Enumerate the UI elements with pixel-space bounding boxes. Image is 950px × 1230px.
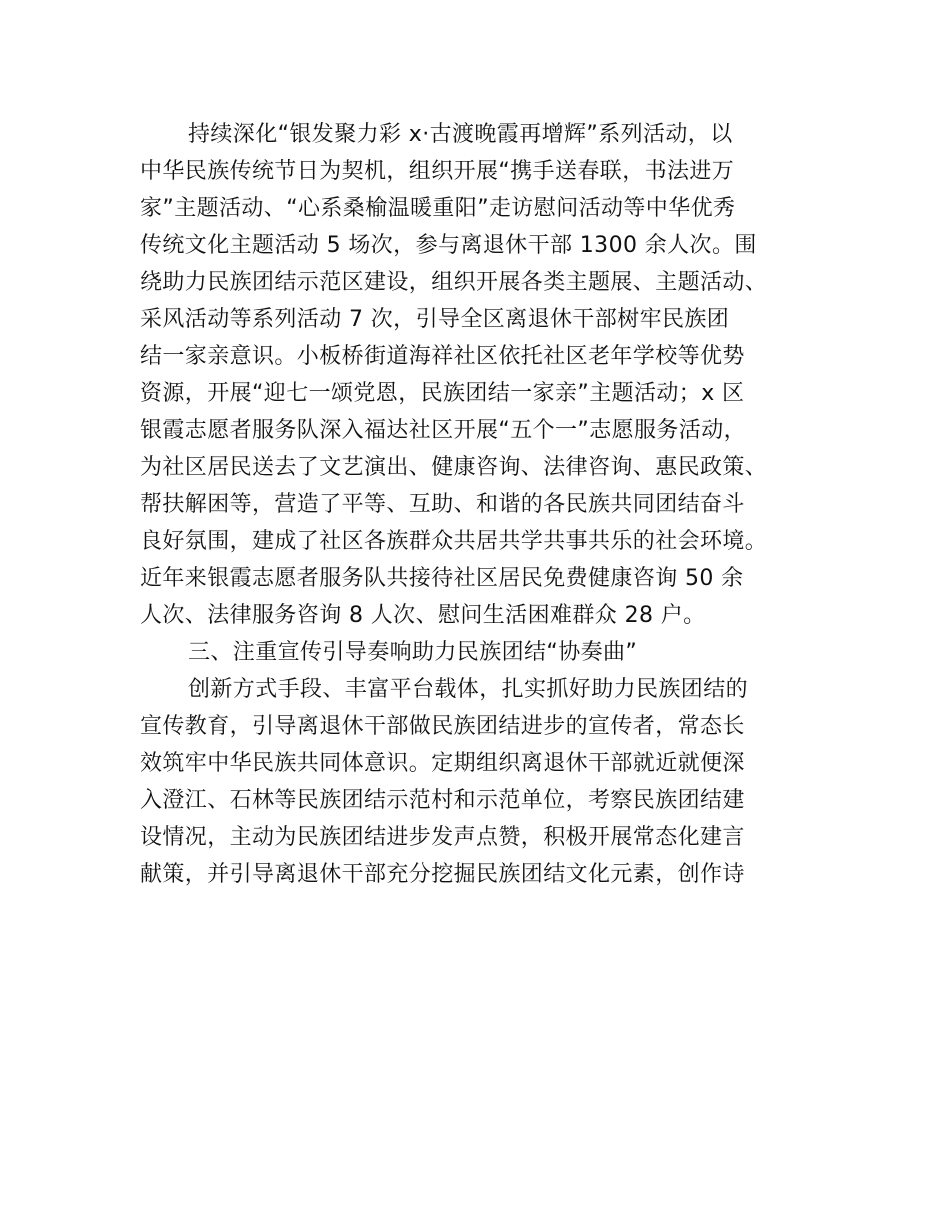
text-line: 人次、法律服务咨询 8 人次、慰问生活困难群众 28 户。 [140,603,706,628]
text-line: 为社区居民送去了文艺演出、健康咨询、法律咨询、惠民政策、 [140,455,768,480]
text-line: 献策，并引导离退休干部充分挖掘民族团结文化元素，创作诗 [140,862,745,887]
text-line: 帮扶解困等，营造了平等、互助、和谐的各民族共同团结奋斗 [140,492,745,517]
text-line: 银霞志愿者服务队深入福达社区开展“五个一”志愿服务活动， [140,418,746,443]
text-line: 家”主题活动、“心系桑榆温暖重阳”走访慰问活动等中华优秀 [140,196,736,221]
text-line: 传统文化主题活动 5 场次，参与离退休干部 1300 余人次。围 [140,233,757,258]
text-line: 设情况，主动为民族团结进步发声点赞，积极开展常态化建言 [140,825,745,850]
text-line: 入澄江、石林等民族团结示范村和示范单位，考察民族团结建 [140,788,745,813]
text-line: 创新方式手段、丰富平台载体，扎实抓好助力民族团结的 [188,677,749,702]
text-line: 良好氛围，建成了社区各族群众共居共学共事共乐的社会环境。 [140,529,768,554]
paragraph-2 [140,671,840,893]
document-body [140,116,840,893]
text-line: 绕助力民族团结示范区建设，组织开展各类主题展、主题活动、 [140,270,768,295]
text-line: 效筑牢中华民族共同体意识。定期组织离退休干部就近就便深 [140,751,745,776]
text-line: 持续深化“银发聚力彩 x·古渡晚霞再增辉”系列活动，以 [188,122,733,147]
text-line: 近年来银霞志愿者服务队共接待社区居民免费健康咨询 50 余 [140,566,744,591]
section-heading: 三、注重宣传引导奏响助力民族团结“协奏曲” [188,640,638,665]
paragraph-1 [140,116,840,634]
text-line: 中华民族传统节日为契机，组织开展“携手送春联，书法进万 [140,159,735,184]
text-line: 宣传教育，引导离退休干部做民族团结进步的宣传者，常态长 [140,714,745,739]
text-line: 结一家亲意识。小板桥街道海祥社区依托社区老年学校等优势 [140,344,745,369]
text-line: 资源，开展“迎七一颂党恩，民族团结一家亲”主题活动；x 区 [140,381,745,406]
text-line: 采风活动等系列活动 7 次，引导全区离退休干部树牢民族团 [140,307,730,332]
